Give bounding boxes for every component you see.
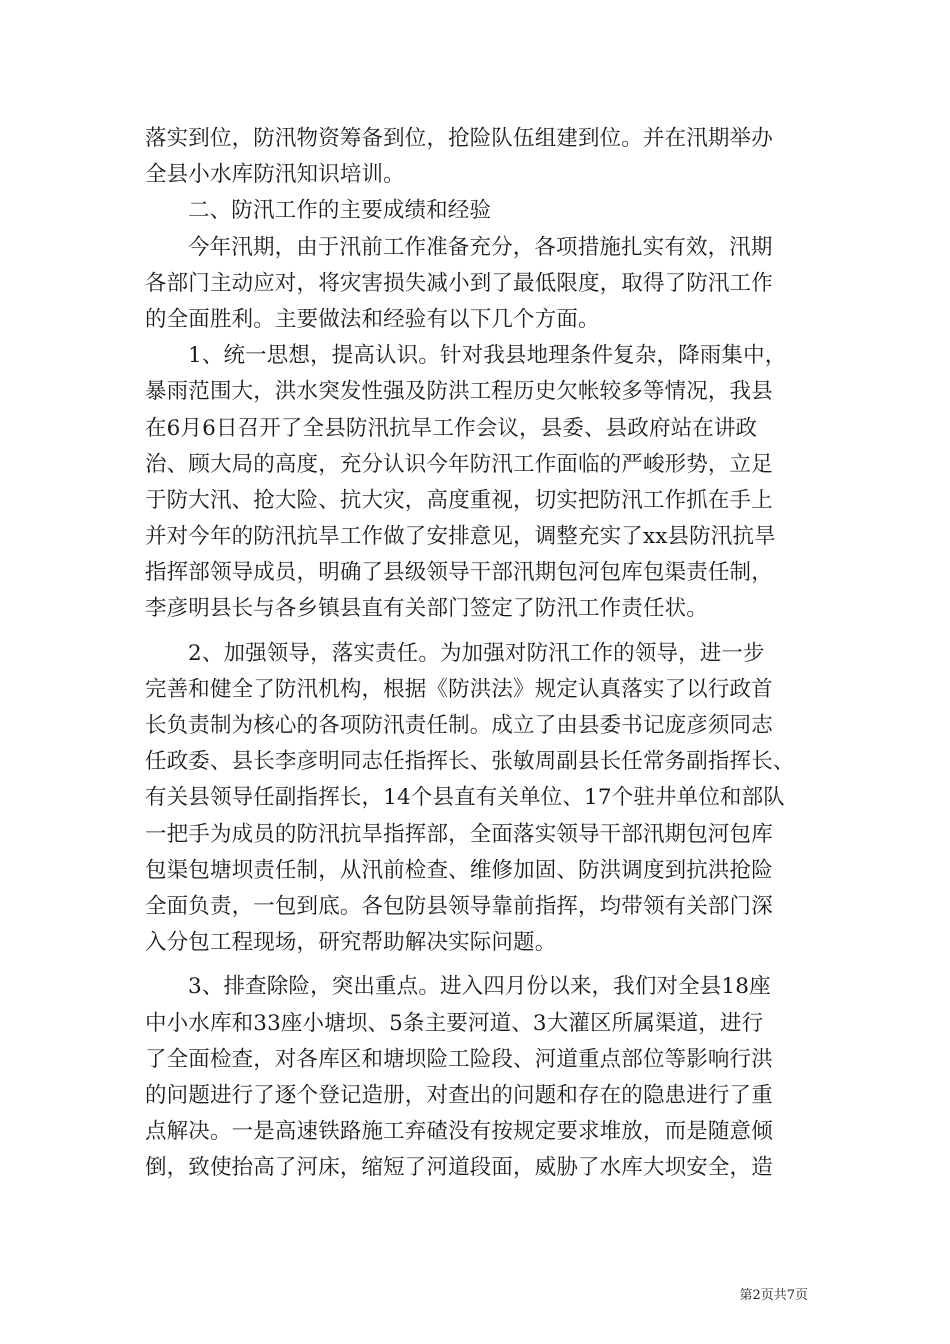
text-line: 长负责制为核心的各项防汛责任制。成立了由县委书记庞彦须同志 <box>145 713 773 738</box>
section-heading: 二、防汛工作的主要成绩和经验 <box>188 198 492 224</box>
text-line: 一把手为成员的防汛抗旱指挥部，全面落实领导干部汛期包河包库 <box>145 821 773 847</box>
text-line: 落实到位，防汛物资筹备到位，抢险队伍组建到位。并在汛期举办 <box>145 126 773 151</box>
text-line: 的全面胜利。主要做法和经验有以下几个方面。 <box>145 306 600 332</box>
text-line: 李彦明县长与各乡镇县直有关部门签定了防汛工作责任状。 <box>145 596 708 622</box>
text-line: 2、加强领导，落实责任。为加强对防汛工作的领导，进一步 <box>188 640 765 666</box>
text-line: 各部门主动应对，将灾害损失减小到了最低限度，取得了防汛工作 <box>145 270 773 296</box>
text-line: 今年汛期，由于汛前工作准备充分，各项措施扎实有效，汛期 <box>188 234 773 260</box>
text-line: 并对今年的防汛抗旱工作做了安排意见，调整充实了xx县防汛抗旱 <box>145 524 776 550</box>
text-line: 治、顾大局的高度，充分认识今年防汛工作面临的严峻形势，立足 <box>145 451 773 477</box>
text-line: 倒，致使抬高了河床，缩短了河道段面，威胁了水库大坝安全，造 <box>145 1155 773 1181</box>
text-line: 中小水库和33座小塘坝、5条主要河道、3大灌区所属渠道，进行 <box>145 1010 764 1036</box>
text-line: 了全面检查，对各库区和塘坝险工险段、河道重点部位等影响行洪 <box>145 1046 773 1072</box>
text-line: 暴雨范围大，洪水突发性强及防洪工程历史欠帐较多等情况，我县 <box>145 379 773 405</box>
text-line: 3、排查除险，突出重点。进入四月份以来，我们对全县18座 <box>188 974 771 1000</box>
text-line: 于防大汛、抢大险、抗大灾，高度重视，切实把防汛工作抓在手上 <box>145 487 773 513</box>
document-body <box>145 121 815 1186</box>
text-line: 完善和健全了防汛机构，根据《防洪法》规定认真落实了以行政首 <box>145 676 773 702</box>
text-line: 1、统一思想，提高认识。针对我县地理条件复杂，降雨集中， <box>188 343 787 369</box>
text-line: 全县小水库防汛知识培训。 <box>145 162 405 188</box>
text-line: 有关县领导任副指挥长，14个县直有关单位、17个驻井单位和部队 <box>145 785 785 811</box>
text-line: 在6月6日召开了全县防汛抗旱工作会议，县委、县政府站在讲政 <box>145 415 758 441</box>
text-line: 任政委、县长李彦明同志任指挥长、张敏周副县长任常务副指挥长、 <box>145 749 795 775</box>
text-line: 入分包工程现场，研究帮助解决实际问题。 <box>145 930 557 956</box>
text-line: 包渠包塘坝责任制，从汛前检查、维修加固、防洪调度到抗洪抢险 <box>145 857 773 883</box>
text-line: 点解决。一是高速铁路施工弃碴没有按规定要求堆放，而是随意倾 <box>145 1119 773 1145</box>
text-line: 的问题进行了逐个登记造册，对查出的问题和存在的隐患进行了重 <box>145 1082 773 1108</box>
text-line: 全面负责，一包到底。各包防县领导靠前指挥，均带领有关部门深 <box>145 893 773 919</box>
text-line: 指挥部领导成员，明确了县级领导干部汛期包河包库包渠责任制， <box>145 560 773 586</box>
page-number: 第2页共7页 <box>739 1288 808 1303</box>
